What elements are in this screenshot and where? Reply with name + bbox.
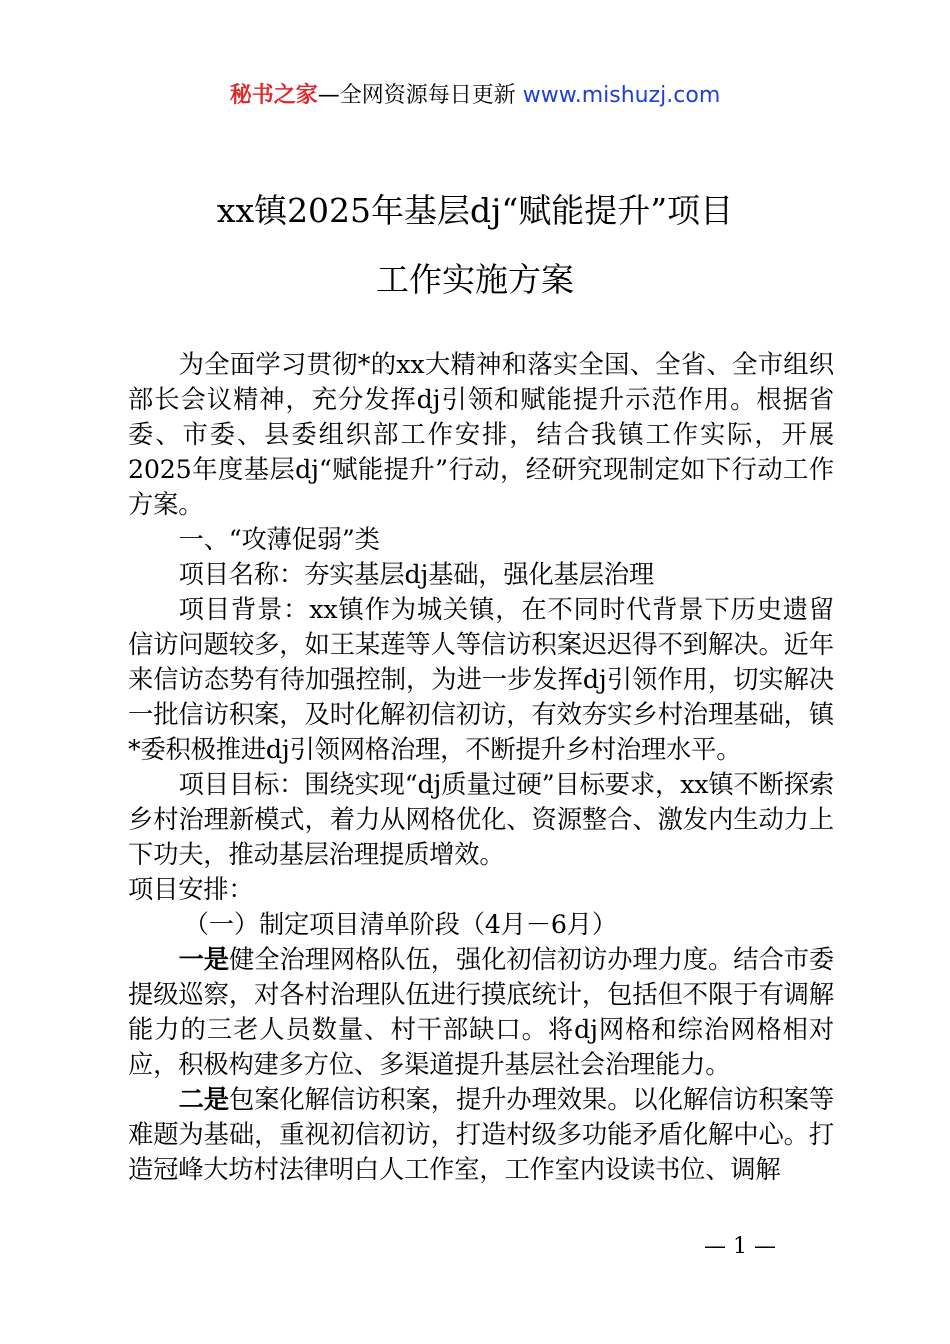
item-1-lead: 一是 xyxy=(178,944,230,974)
item-2-lead: 二是 xyxy=(178,1084,230,1114)
site-brand: 秘书之家 xyxy=(229,83,318,108)
item-1-paragraph xyxy=(128,942,834,1082)
project-name-paragraph: 项目名称：夯实基层dj基础，强化基层治理 xyxy=(178,560,654,589)
document-title-line1: xx镇2025年基层dj“赋能提升”项目 xyxy=(216,191,734,230)
item-2-paragraph xyxy=(128,1082,834,1187)
stage-heading-1: （一）制定项目清单阶段（4月－6月） xyxy=(183,910,617,939)
document-title-line2: 工作实施方案 xyxy=(376,260,574,299)
section-heading-1: 一、“攻薄促弱”类 xyxy=(178,525,380,554)
site-url-link[interactable]: www.mishuzj.com xyxy=(522,83,721,108)
item-2-text: 包案化解信访积案，提升办理效果。以化解信访积案等难题为基础，重视初信初访，打造村级多功能矛盾化解中心。打造冠峰大坊村法律明白人工作室，工作室内设读书位、调解 xyxy=(128,1085,835,1184)
project-arrangement-label: 项目安排： xyxy=(128,875,254,904)
site-header xyxy=(0,80,950,112)
site-tagline: —全网资源每日更新 xyxy=(317,83,523,108)
item-1-text: 健全治理网格队伍，强化初信初访办理力度。结合市委提级巡察，对各村治理队伍进行摸底统计，包括但不限于有调解能力的三老人员数量、村干部缺口。将dj网格和综治网格相对应，积极构建多方位、多渠道提升基层社会治理能力。 xyxy=(128,945,835,1079)
page-number: — 1 — xyxy=(704,1234,776,1259)
project-goal-paragraph: 项目目标：围绕实现“dj质量过硬”目标要求，xx镇不断探索乡村治理新模式，着力从网格优化、资源整合、激发内生动力上下功夫，推动基层治理提质增效。 xyxy=(128,770,834,869)
document-body xyxy=(128,347,834,1187)
intro-paragraph: 为全面学习贯彻*的xx大精神和落实全国、全省、全市组织部长会议精神，充分发挥dj引领和赋能提升示范作用。根据省委、市委、县委组织部工作安排，结合我镇工作实际，开展2025年度基层dj“赋能提升”行动，经研究现制定如下行动工作方案。 xyxy=(128,350,834,519)
project-background-paragraph: 项目背景：xx镇作为城关镇，在不同时代背景下历史遗留信访问题较多，如王某莲等人等信访积案迟迟得不到解决。近年来信访态势有待加强控制，为进一步发挥dj引领作用，切实解决一批信访积案，及时化解初信初访，有效夯实乡村治理基础，镇*委积极推进dj引领网格治理，不断提升乡村治理水平。 xyxy=(128,595,834,764)
